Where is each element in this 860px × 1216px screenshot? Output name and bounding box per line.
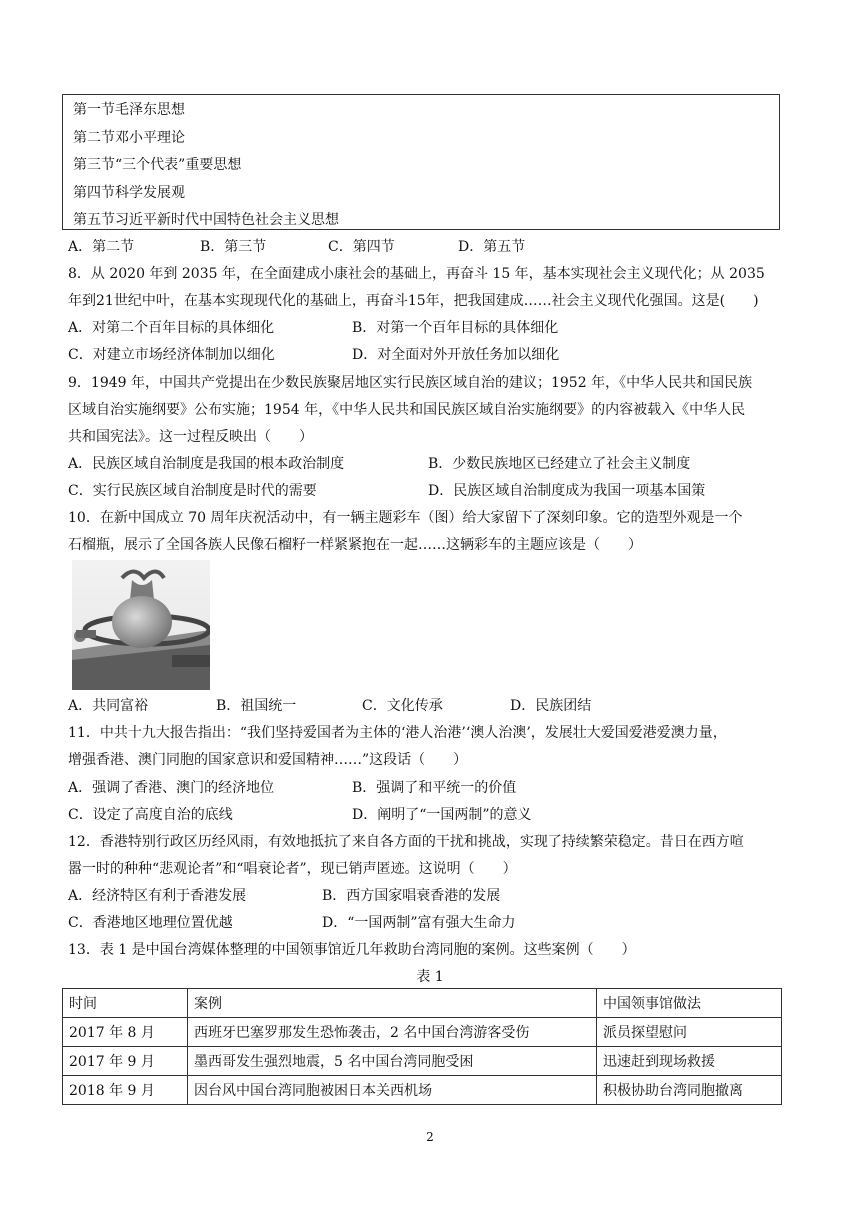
q7-option-c: C．第四节 [328,239,395,255]
q10-stem-line: 石榴瓶，展示了全国各族人民像石榴籽一样紧紧抱在一起……这辆彩车的主题应该是（ ） [68,537,642,553]
q9-option-b: B．少数民族地区已经建立了社会主义制度 [428,456,691,472]
box-line: 第五节习近平新时代中国特色社会主义思想 [73,212,339,228]
q8-option-b: B．对第一个百年目标的具体细化 [352,320,559,336]
q11-option-b: B．强调了和平统一的价值 [352,780,517,796]
rescue-cases-table [62,988,782,1105]
table-cell: 墨西哥发生强烈地震，5 名中国台湾同胞受困 [188,1047,597,1076]
q11-option-a: A．强调了香港、澳门的经济地位 [68,780,275,796]
q9-option-d: D．民族区域自治制度成为我国一项基本国策 [428,483,706,499]
table-cell: 积极协助台湾同胞撤离 [597,1076,782,1105]
q11-stem-line: 11．中共十九大报告指出：“我们坚持爱国者为主体的‘港人治港’‘澳人治澳’，发展壮大爱国爱港爱澳力量， [68,725,727,741]
table-row [63,1076,782,1105]
q8-stem-line: 年到21世纪中叶，在基本实现现代化的基础上，再奋斗15年，把我国建成……社会主义现代化强国。这是( ) [68,293,759,309]
table-cell: 西班牙巴塞罗那发生恐怖袭击，2 名中国台湾游客受伤 [188,1018,597,1047]
q9-option-c: C．实行民族区域自治制度是时代的需要 [68,483,317,499]
q10-option-a: A．共同富裕 [68,698,149,714]
q8-option-d: D．对全面对外开放任务加以细化 [352,347,560,363]
table-cell: 2017 年 8 月 [63,1018,188,1047]
q12-option-c: C．香港地区地理位置优越 [68,915,233,931]
table-header: 中国领事馆做法 [597,989,782,1018]
table-cell: 迅速赶到现场救援 [597,1047,782,1076]
q8-stem-line: 8．从 2020 年到 2035 年，在全面建成小康社会的基础上，再奋斗 15 年，基本实现社会主义现代化；从 2035 [68,266,765,282]
q8-option-a: A．对第二个百年目标的具体细化 [68,320,275,336]
table-cell: 因台风中国台湾同胞被困日本关西机场 [188,1076,597,1105]
q12-stem-line: 12．香港特别行政区历经风雨，有效地抵抗了来自各方面的干扰和挑战，实现了持续繁荣稳定。昔日在西方喧 [68,834,744,850]
q7-option-d: D．第五节 [458,239,526,255]
q12-option-d: D．“一国两制”富有强大生命力 [322,915,516,931]
table-header: 案例 [188,989,597,1018]
q8-option-c: C．对建立市场经济体制加以细化 [68,347,275,363]
box-line: 第三节“三个代表”重要思想 [73,157,242,173]
q12-stem-line: 嚣一时的种种“悲观论者”和“唱衰论者”，现已销声匿迹。这说明（ ） [68,861,517,877]
q12-option-b: B．西方国家唱衰香港的发展 [322,888,501,904]
q9-stem-line: 共和国宪法》。这一过程反映出（ ） [68,429,313,445]
q11-option-c: C．设定了高度自治的底线 [68,807,233,823]
pomegranate-float-photo [72,560,210,690]
box-line: 第一节毛泽东思想 [73,102,185,118]
table-header-row [63,989,782,1018]
q13-stem: 13．表 1 是中国台湾媒体整理的中国领事馆近几年救助台湾同胞的案例。这些案例（ ） [68,942,636,958]
box-line: 第二节邓小平理论 [73,129,185,146]
q11-stem-line: 增强香港、澳门同胞的国家意识和爱国精神……”这段话（ ） [68,752,468,768]
q12-option-a: A．经济特区有利于香港发展 [68,888,247,904]
q10-stem-line: 10．在新中国成立 70 周年庆祝活动中，有一辆主题彩车（图）给大家留下了深刻印象。它的造型外观是一个 [68,510,743,526]
q10-option-b: B．祖国统一 [216,698,297,714]
q11-option-d: D．阐明了“一国两制”的意义 [352,807,532,823]
box-line: 第四节科学发展观 [73,184,185,201]
q7-option-a: A．第二节 [68,239,135,255]
q9-stem-line: 区域自治实施纲要》公布实施；1954 年，《中华人民共和国民族区域自治实施纲要》的内容被载入《中华人民 [68,402,746,418]
table-row [63,1047,782,1076]
page-number: 2 [426,1130,434,1144]
q10-option-d: D．民族团结 [510,698,592,714]
table-header: 时间 [63,989,188,1018]
chapter-list-box [62,94,780,230]
table-cell: 2018 年 9 月 [63,1076,188,1105]
table-row [63,1018,782,1047]
table-cell: 2017 年 9 月 [63,1047,188,1076]
q10-option-c: C．文化传承 [362,698,443,714]
q9-stem-line: 9．1949 年，中国共产党提出在少数民族聚居地区实行民族区域自治的建议；1952 年，《中华人民共和国民族 [68,375,753,391]
q9-option-a: A．民族区域自治制度是我国的根本政治制度 [68,456,345,472]
table-caption: 表 1 [416,969,444,985]
table-cell: 派员探望慰问 [597,1018,782,1047]
q7-option-b: B．第三节 [200,239,267,255]
